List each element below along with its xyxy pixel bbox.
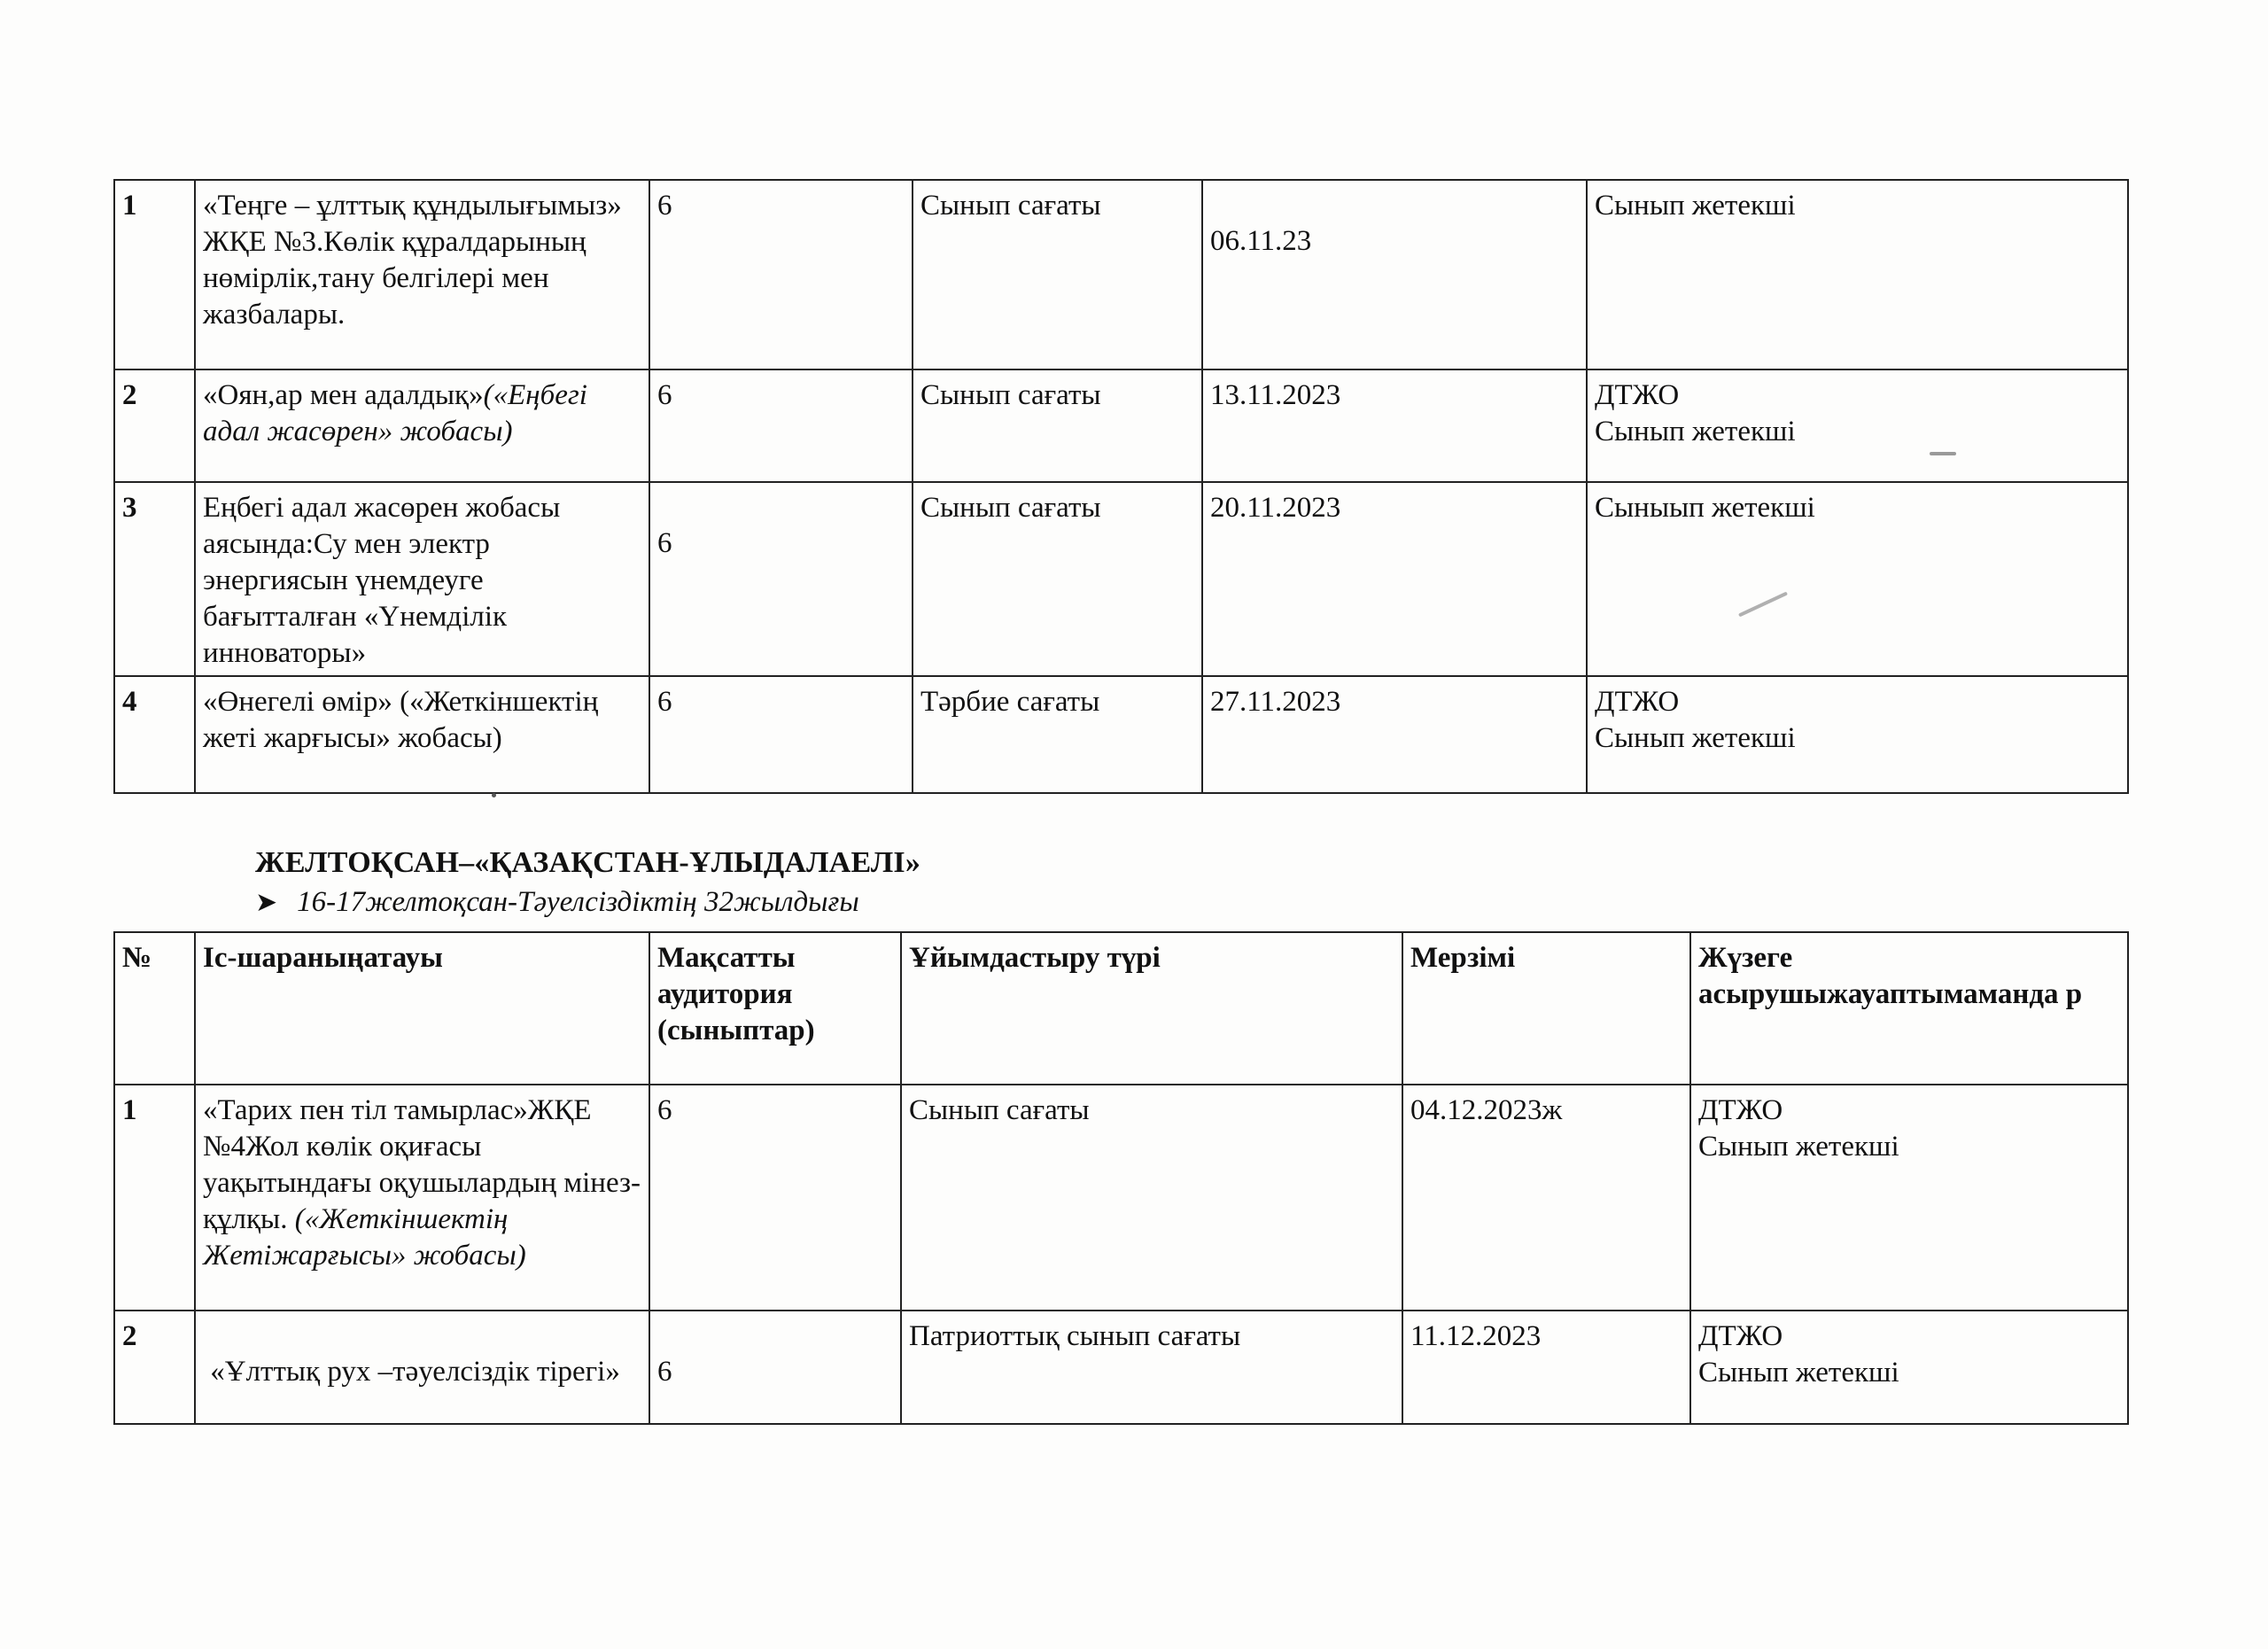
- row-number: 3: [114, 482, 195, 676]
- section-heading: ЖЕЛТОҚСАН–«ҚАЗАҚСТАН-ҰЛЫДАЛАЕЛІ»: [255, 846, 921, 879]
- responsible: ДТЖО Сынып жетекші: [1690, 1311, 2128, 1424]
- audience: 6: [649, 676, 913, 793]
- table-row: [114, 180, 2128, 369]
- organization-form: Сынып сағаты: [913, 482, 1202, 676]
- event-date: 04.12.2023ж: [1402, 1085, 1690, 1311]
- table-header-row: [114, 932, 2128, 1085]
- organization-form: Тәрбие сағаты: [913, 676, 1202, 793]
- audience: 6: [649, 180, 913, 369]
- table-row: [114, 1085, 2128, 1311]
- project-note: («Жеткіншектің Жетіжарғысы» жобасы): [203, 1203, 526, 1272]
- header-responsible: Жүзеге асырушыжауаптымаманда р: [1690, 932, 2128, 1085]
- event-date: 13.11.2023: [1202, 369, 1587, 482]
- event-date: 27.11.2023: [1202, 676, 1587, 793]
- organization-form: Сынып сағаты: [913, 180, 1202, 369]
- audience: 6: [649, 369, 913, 482]
- responsible: ДТЖО Сынып жетекші: [1587, 676, 2128, 793]
- header-number: №: [114, 932, 195, 1085]
- responsible: ДТЖО Сынып жетекші: [1587, 369, 2128, 482]
- event-name: «Теңге – ұлттық құндылығымыз» ЖҚЕ №3.Көлік құралдарының нөмірлік,тану белгілері мен жазбалары.: [195, 180, 649, 369]
- audience: 6: [649, 1311, 901, 1424]
- row-number: 2: [114, 369, 195, 482]
- responsible: Сынып жетекші: [1587, 180, 2128, 369]
- event-name: Еңбегі адал жасөрен жобасы аясында:Су мен электр энергиясын үнемдеуге бағытталған «Үнемділік инноваторы»: [195, 482, 649, 676]
- audience: 6: [649, 1085, 901, 1311]
- header-form: Ұйымдастыру түрі: [901, 932, 1402, 1085]
- project-note: («Еңбегі адал жасөрен» жобасы): [203, 379, 587, 447]
- table-row: [114, 676, 2128, 793]
- table-row: [114, 482, 2128, 676]
- header-date: Мерзімі: [1402, 932, 1690, 1085]
- row-number: 4: [114, 676, 195, 793]
- row-number: 2: [114, 1311, 195, 1424]
- table-row: [114, 1311, 2128, 1424]
- november-events-table: [113, 179, 2129, 794]
- event-date: 11.12.2023: [1402, 1311, 1690, 1424]
- header-event: Іс-шараныңатауы: [195, 932, 649, 1085]
- event-date: 20.11.2023: [1202, 482, 1587, 676]
- event-name: «Тарих пен тіл тамырлас»ЖҚЕ №4Жол көлік оқиғасы уақытындағы оқушылардың мінез-құлқы. («Жеткіншектің Жетіжарғысы» жобасы): [195, 1085, 649, 1311]
- header-audience: Мақсатты аудитория (сыныптар): [649, 932, 901, 1085]
- december-events-table: [113, 931, 2129, 1425]
- scan-speck: [1930, 452, 1956, 455]
- event-date: 06.11.23: [1202, 180, 1587, 369]
- audience: 6: [649, 482, 913, 676]
- responsible: ДТЖО Сынып жетекші: [1690, 1085, 2128, 1311]
- row-number: 1: [114, 1085, 195, 1311]
- organization-form: Патриоттық сынып сағаты: [901, 1311, 1402, 1424]
- table-row: [114, 369, 2128, 482]
- event-name: «Оян,ар мен адалдық»(«Еңбегі адал жасөрен» жобасы): [195, 369, 649, 482]
- organization-form: Сынып сағаты: [913, 369, 1202, 482]
- scan-speck: [492, 793, 496, 797]
- section-subheading: ➤ 16-17желтоқсан-Тәуелсіздіктің 32жылдығы: [255, 886, 859, 918]
- event-name: «Ұлттық рух –тәуелсіздік тірегі»: [195, 1311, 649, 1424]
- responsible: Сыныып жетекші: [1587, 482, 2128, 676]
- row-number: 1: [114, 180, 195, 369]
- event-name: «Өнегелі өмір» («Жеткіншектің жеті жарғысы» жобасы): [195, 676, 649, 793]
- arrow-bullet-icon: ➤: [255, 888, 278, 917]
- organization-form: Сынып сағаты: [901, 1085, 1402, 1311]
